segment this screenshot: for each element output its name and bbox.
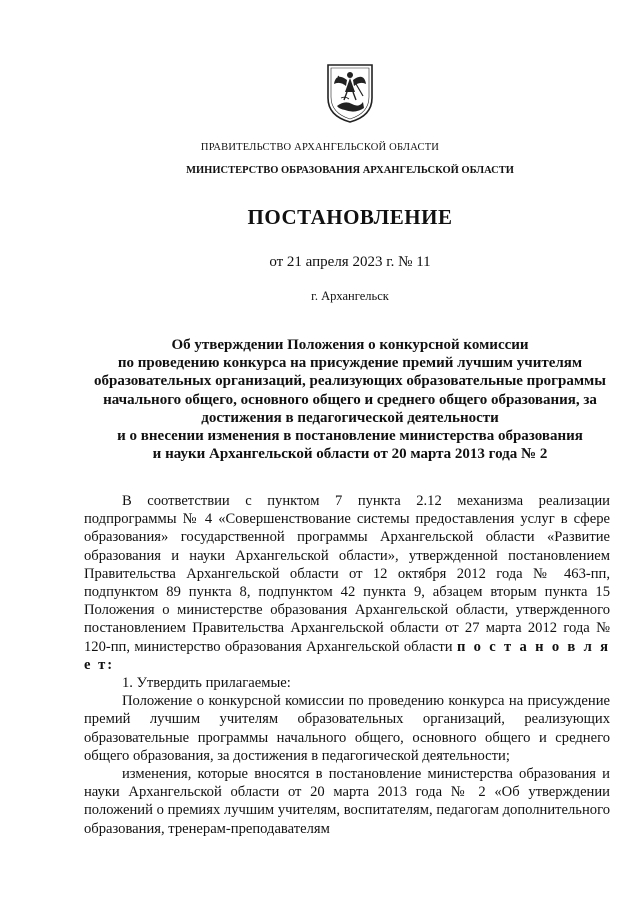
title-line: достижения в педагогической деятельности — [201, 409, 499, 426]
document-city: г. Архангельск — [311, 289, 389, 303]
title-line: начального общего, основного общего и среднего общего образования, за — [103, 391, 597, 408]
title-line: образовательных организаций, реализующих образовательные программы — [94, 373, 606, 390]
title-line: и науки Архангельской области от 20 марта 2013 года № 2 — [152, 446, 548, 463]
document-type: ПОСТАНОВЛЕНИЕ — [247, 205, 453, 229]
title-line: Об утверждении Положения о конкурсной комиссии — [171, 337, 529, 353]
paragraph-preamble — [84, 492, 610, 674]
paragraph-approve: 1. Утвердить прилагаемые: — [122, 675, 291, 692]
ministry-name: МИНИСТЕРСТВО ОБРАЗОВАНИЯ АРХАНГЕЛЬСКОЙ ОБЛАСТИ — [186, 165, 514, 176]
title-line: и о внесении изменения в постановление министерства образования — [117, 428, 583, 445]
coat-of-arms-icon — [325, 62, 375, 124]
resolution-verb: п о с т а н о в л я е т: — [84, 638, 611, 673]
document-body — [84, 492, 610, 838]
government-name: ПРАВИТЕЛЬСТВО АРХАНГЕЛЬСКОЙ ОБЛАСТИ — [200, 142, 440, 153]
preamble-text: В соответствии с пунктом 7 пункта 2.12 механизма реализации подпрограммы № 4 «Совершенствование системы предоставления услуг в сфере образования» государственной программы Архангельской области «Развитие образования и науки Архангельской области», утвержденной постановлением Правительства Архангельской области от 12 октября 2012 года № 463-пп, подпунктом 89 пункта 8, подпунктом 42 пункта 9, абзацем вторым пункта 15 Положения о министерстве образования Архангельской области, утвержденного постановлением Правительства Архангельской области от 27 марта 2012 года № 120-пп, министерство образования Архангельской области — [84, 493, 610, 655]
title-line: по проведению конкурса на присуждение премий лучшим учителям — [117, 355, 583, 372]
paragraph-changes: изменения, которые вносятся в постановление министерства образования и науки Архангельской области от 20 марта 2013 года № 2 «Об утверждении положений о премиях лучшим учителям, воспитателям, педагогам дополнительного образования, тренерам-преподавателям — [84, 766, 610, 837]
document-date-number: от 21 апреля 2023 г. № 11 — [269, 254, 431, 270]
paragraph-regulation: Положение о конкурсной комиссии по проведению конкурса на присуждение премий лучшим учителям образовательных организаций, реализующих образовательные программы начального общего, основного общего и среднего общего образования, за достижения в педагогической деятельности; — [84, 693, 610, 764]
document-title — [78, 336, 622, 463]
